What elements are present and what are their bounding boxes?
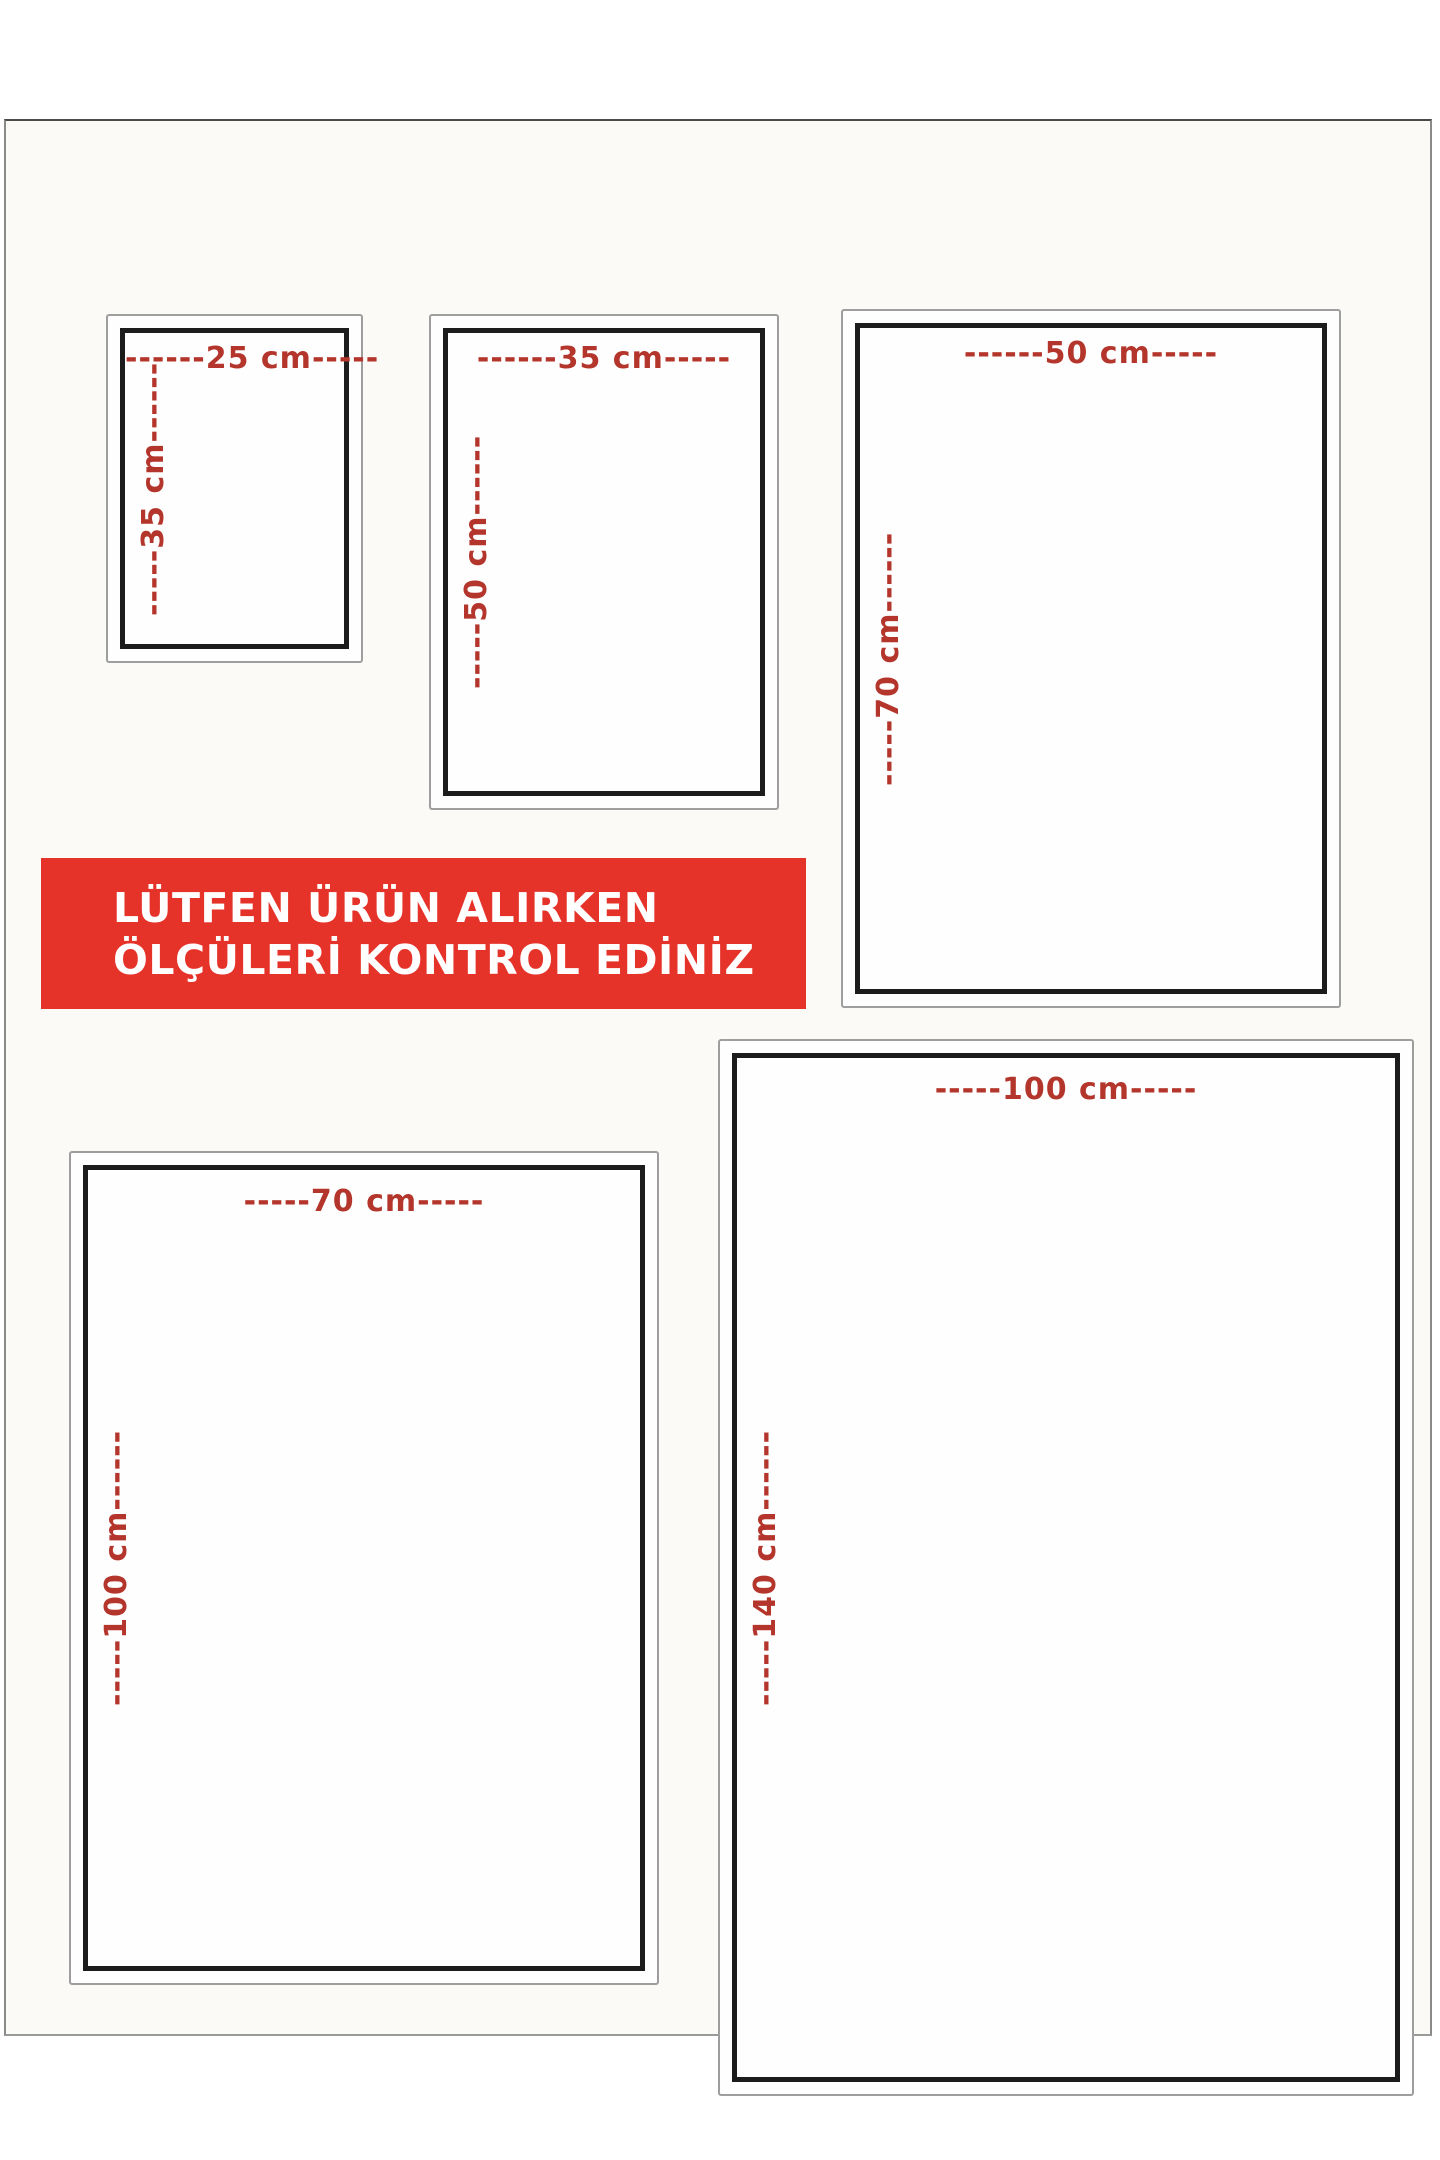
height-label-70cm: -----70 cm------ [871,531,906,786]
size-diagram-70x100 [69,1151,659,1985]
width-label-50cm: ------50 cm----- [963,336,1219,371]
width-label-70cm: -----70 cm----- [243,1184,485,1219]
notice-banner [41,858,806,1009]
size-frame-50x70 [855,323,1327,994]
height-label-50cm: -----50 cm------ [459,434,494,690]
page-panel [4,119,1432,2036]
notice-line-2: ÖLÇÜLERİ KONTROL EDİNİZ [113,935,755,984]
height-label-140cm: -----140 cm------ [748,1429,783,1706]
width-label-25cm: ------25 cm----- [125,341,380,376]
size-frame-25x35 [120,328,380,649]
width-label-100cm: -----100 cm----- [934,1072,1198,1107]
width-label-35cm: ------35 cm----- [476,341,732,376]
notice-line-1: LÜTFEN ÜRÜN ALIRKEN [113,883,659,932]
size-frame-100x140 [732,1053,1400,2082]
height-label-35cm: -----35 cm------ [136,361,171,616]
size-diagram-100x140 [718,1039,1414,2096]
size-diagram-35x50 [429,314,779,810]
height-label-100cm: -----100 cm------ [99,1429,134,1707]
size-diagram-25x35 [106,314,380,663]
size-frame-70x100 [83,1165,645,1971]
size-frame-35x50 [443,328,765,796]
size-diagram-50x70 [841,309,1341,1008]
